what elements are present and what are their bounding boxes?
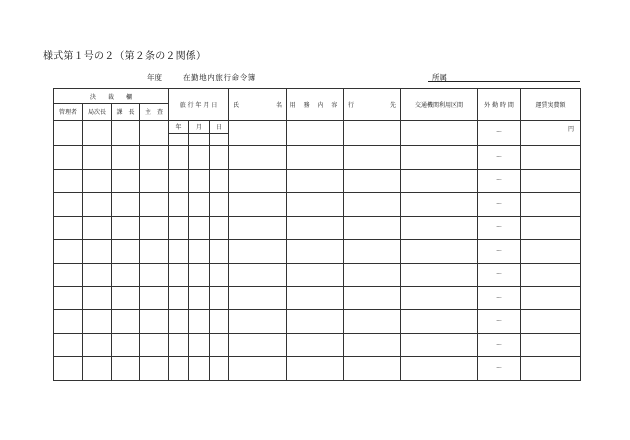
date-month-cell[interactable] [189, 169, 210, 192]
destination-cell[interactable] [344, 240, 401, 263]
transport-cell[interactable] [401, 357, 478, 381]
transport-cell[interactable] [401, 193, 478, 216]
transport-cell[interactable] [401, 146, 478, 169]
transport-cell[interactable] [401, 263, 478, 286]
stamp-cell[interactable] [140, 333, 169, 356]
table-row [54, 310, 581, 333]
name-cell[interactable] [229, 146, 287, 169]
name-cell[interactable] [229, 216, 287, 239]
fare-cell[interactable] [521, 333, 581, 356]
purpose-cell[interactable] [287, 146, 344, 169]
stamp-cell[interactable] [54, 357, 83, 381]
name-cell[interactable] [229, 310, 287, 333]
stamp-cell[interactable] [140, 263, 169, 286]
date-day-cell[interactable] [210, 333, 229, 356]
fare-cell[interactable] [521, 286, 581, 309]
stamp-cell[interactable] [112, 333, 140, 356]
purpose-cell[interactable] [287, 193, 344, 216]
time-range-mark: 〜 [496, 318, 503, 326]
date-year-cell[interactable] [169, 333, 189, 356]
destination-header [344, 89, 401, 121]
fare-cell[interactable] [521, 146, 581, 169]
destination-cell[interactable] [344, 193, 401, 216]
time-range-mark: 〜 [496, 153, 503, 161]
date-month-cell[interactable] [189, 240, 210, 263]
table-row [54, 216, 581, 239]
stamp-cell[interactable] [112, 146, 140, 169]
department-label: 所属 [432, 73, 447, 82]
date-year-cell[interactable] [169, 263, 189, 286]
destination-cell[interactable] [344, 120, 401, 146]
purpose-cell[interactable] [287, 310, 344, 333]
stamp-cell[interactable] [54, 216, 83, 239]
stamp-cell[interactable] [83, 310, 112, 333]
fare-cell[interactable] [521, 310, 581, 333]
transport-header: 交通機関利用区間 [401, 89, 478, 121]
destination-header-right: 先 [390, 101, 397, 109]
stamp-cell[interactable] [54, 169, 83, 192]
time-range-mark: 〜 [496, 294, 503, 302]
destination-cell[interactable] [344, 216, 401, 239]
stamp-cell[interactable] [83, 146, 112, 169]
purpose-cell[interactable] [287, 286, 344, 309]
date-day-label: 日 [210, 120, 229, 133]
table-row [54, 193, 581, 216]
name-cell[interactable] [229, 120, 287, 146]
stamp-cell[interactable] [54, 286, 83, 309]
name-cell[interactable] [229, 193, 287, 216]
destination-header-left: 行 [348, 101, 355, 109]
stamp-cell[interactable] [140, 216, 169, 239]
stamp-cell[interactable] [140, 240, 169, 263]
name-header [229, 89, 287, 121]
destination-cell[interactable] [344, 146, 401, 169]
stamp-cell[interactable] [140, 357, 169, 381]
name-cell[interactable] [229, 263, 287, 286]
time-range-mark: 〜 [496, 247, 503, 255]
date-subheader-row [54, 120, 581, 133]
stamp-cell[interactable] [83, 286, 112, 309]
time-range-mark: 〜 [496, 200, 503, 208]
work-hours-cell[interactable] [478, 310, 521, 333]
department-field-line [428, 81, 580, 82]
work-hours-cell[interactable] [478, 240, 521, 263]
fare-cell[interactable] [521, 169, 581, 192]
name-cell[interactable] [229, 286, 287, 309]
fare-cell[interactable] [521, 120, 581, 146]
transport-cell[interactable] [401, 286, 478, 309]
date-year-cell[interactable] [169, 146, 189, 169]
purpose-cell[interactable] [287, 169, 344, 192]
work-hours-cell[interactable] [478, 169, 521, 192]
date-year-cell[interactable] [169, 193, 189, 216]
approver-section-chief: 課 長 [112, 104, 140, 120]
time-range-mark: 〜 [496, 271, 503, 279]
work-hours-header: 外 勤 時 間 [478, 89, 521, 121]
date-year-cell[interactable] [169, 286, 189, 309]
work-hours-cell[interactable] [478, 357, 521, 381]
stamp-cell[interactable] [54, 193, 83, 216]
date-month-cell[interactable] [189, 146, 210, 169]
stamp-cell[interactable] [140, 169, 169, 192]
name-cell[interactable] [229, 169, 287, 192]
travel-order-table [53, 88, 581, 381]
date-year-cell[interactable] [169, 240, 189, 263]
date-month-cell[interactable] [189, 333, 210, 356]
travel-date-header: 旅 行 年 月 日 [169, 89, 229, 121]
destination-cell[interactable] [344, 333, 401, 356]
destination-cell[interactable] [344, 263, 401, 286]
time-range-mark: 〜 [496, 129, 503, 137]
transport-cell[interactable] [401, 120, 478, 146]
fare-cell[interactable] [521, 263, 581, 286]
date-month-label: 月 [189, 120, 210, 133]
date-year-cell[interactable] [169, 216, 189, 239]
table-row [54, 169, 581, 192]
stamp-cell[interactable] [54, 120, 83, 146]
purpose-cell[interactable] [287, 240, 344, 263]
yen-unit: 円 [568, 125, 575, 133]
table-row [54, 333, 581, 356]
date-month-cell[interactable] [189, 357, 210, 381]
time-range-mark: 〜 [496, 365, 503, 373]
work-hours-cell[interactable] [478, 216, 521, 239]
date-day-cell[interactable] [210, 263, 229, 286]
date-month-cell[interactable] [189, 133, 210, 145]
date-year-label: 年 [169, 120, 189, 133]
approver-inspector: 主 査 [140, 104, 169, 120]
time-range-mark: 〜 [496, 224, 503, 232]
transport-cell[interactable] [401, 216, 478, 239]
stamp-cell[interactable] [54, 146, 83, 169]
table-row [54, 286, 581, 309]
name-header-right: 名 [276, 101, 283, 109]
approval-header: 決 裁 欄 [54, 89, 169, 104]
table-row [54, 357, 581, 381]
date-day-cell[interactable] [210, 240, 229, 263]
table-body [54, 89, 581, 381]
fare-header: 運賃実費額 [521, 89, 581, 121]
date-year-cell[interactable] [169, 133, 189, 145]
work-hours-cell[interactable] [478, 120, 521, 146]
fare-cell[interactable] [521, 193, 581, 216]
stamp-cell[interactable] [83, 169, 112, 192]
stamp-cell[interactable] [112, 310, 140, 333]
stamp-cell[interactable] [83, 240, 112, 263]
stamp-cell[interactable] [83, 216, 112, 239]
stamp-cell[interactable] [112, 216, 140, 239]
fare-cell[interactable] [521, 216, 581, 239]
destination-cell[interactable] [344, 286, 401, 309]
name-cell[interactable] [229, 240, 287, 263]
destination-cell[interactable] [344, 169, 401, 192]
destination-cell[interactable] [344, 310, 401, 333]
stamp-cell[interactable] [112, 120, 140, 146]
date-year-cell[interactable] [169, 357, 189, 381]
stamp-cell[interactable] [112, 240, 140, 263]
stamp-cell[interactable] [140, 146, 169, 169]
table-row [54, 240, 581, 263]
date-year-cell[interactable] [169, 169, 189, 192]
stamp-cell[interactable] [83, 263, 112, 286]
stamp-cell[interactable] [54, 310, 83, 333]
purpose-cell[interactable] [287, 216, 344, 239]
approver-manager: 管理者 [54, 104, 83, 120]
stamp-cell[interactable] [140, 310, 169, 333]
name-header-left: 氏 [233, 101, 240, 109]
stamp-cell[interactable] [140, 286, 169, 309]
stamp-cell[interactable] [83, 357, 112, 381]
work-hours-cell[interactable] [478, 333, 521, 356]
date-month-cell[interactable] [189, 263, 210, 286]
date-year-cell[interactable] [169, 310, 189, 333]
stamp-cell[interactable] [112, 263, 140, 286]
purpose-cell[interactable] [287, 120, 344, 146]
stamp-cell[interactable] [112, 357, 140, 381]
transport-cell[interactable] [401, 169, 478, 192]
work-hours-cell[interactable] [478, 193, 521, 216]
date-day-cell[interactable] [210, 133, 229, 145]
date-day-cell[interactable] [210, 357, 229, 381]
transport-cell[interactable] [401, 240, 478, 263]
form-id: 様式第１号の２（第２条の２関係） [43, 51, 207, 62]
work-hours-cell[interactable] [478, 263, 521, 286]
purpose-cell[interactable] [287, 333, 344, 356]
date-month-cell[interactable] [189, 310, 210, 333]
work-hours-cell[interactable] [478, 286, 521, 309]
stamp-cell[interactable] [54, 263, 83, 286]
stamp-cell[interactable] [140, 120, 169, 146]
stamp-cell[interactable] [83, 120, 112, 146]
time-range-mark: 〜 [496, 341, 503, 349]
date-day-cell[interactable] [210, 193, 229, 216]
purpose-header: 用 務 内 容 [287, 89, 344, 121]
date-day-cell[interactable] [210, 310, 229, 333]
date-day-cell[interactable] [210, 146, 229, 169]
stamp-cell[interactable] [83, 333, 112, 356]
purpose-cell[interactable] [287, 357, 344, 381]
stamp-cell[interactable] [83, 193, 112, 216]
name-cell[interactable] [229, 333, 287, 356]
date-day-cell[interactable] [210, 169, 229, 192]
stamp-cell[interactable] [112, 169, 140, 192]
date-month-cell[interactable] [189, 216, 210, 239]
fare-cell[interactable] [521, 240, 581, 263]
destination-cell[interactable] [344, 357, 401, 381]
stamp-cell[interactable] [140, 193, 169, 216]
table-row [54, 263, 581, 286]
header-row-1 [54, 89, 581, 104]
name-cell[interactable] [229, 357, 287, 381]
stamp-cell[interactable] [54, 333, 83, 356]
form-title: 在勤地内旅行命令簿 [183, 73, 256, 82]
date-day-cell[interactable] [210, 216, 229, 239]
date-month-cell[interactable] [189, 286, 210, 309]
stamp-cell[interactable] [112, 286, 140, 309]
work-hours-cell[interactable] [478, 146, 521, 169]
stamp-cell[interactable] [112, 193, 140, 216]
fiscal-year-label: 年度 [147, 73, 162, 82]
fare-cell[interactable] [521, 357, 581, 381]
date-day-cell[interactable] [210, 286, 229, 309]
table-row [54, 146, 581, 169]
approver-deputy-director: 局次長 [83, 104, 112, 120]
transport-cell[interactable] [401, 310, 478, 333]
transport-cell[interactable] [401, 333, 478, 356]
purpose-cell[interactable] [287, 263, 344, 286]
date-month-cell[interactable] [189, 193, 210, 216]
time-range-mark: 〜 [496, 177, 503, 185]
stamp-cell[interactable] [54, 240, 83, 263]
